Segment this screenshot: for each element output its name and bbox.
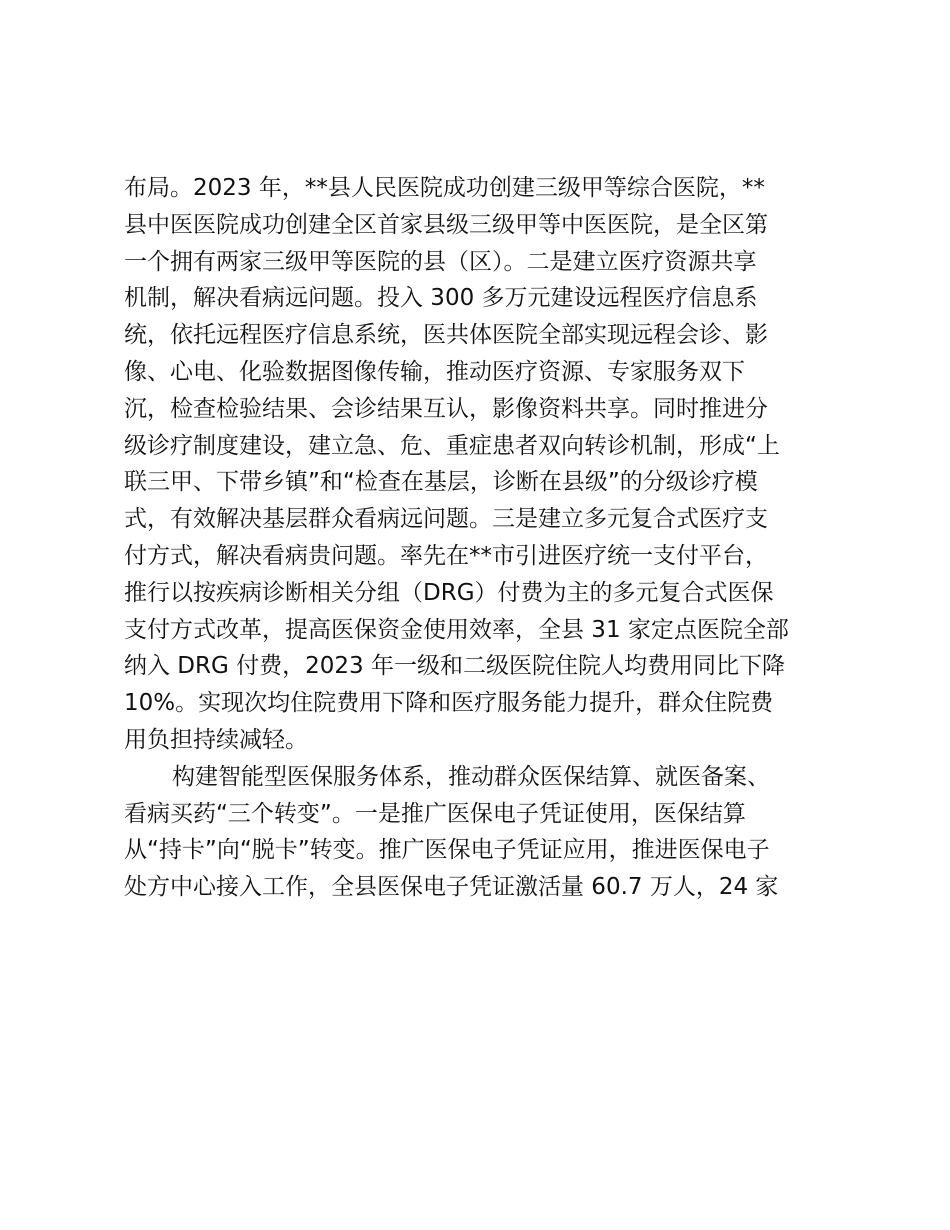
text-line: 推行以按疾病诊断相关分组（DRG）付费为主的多元复合式医保 (124, 579, 774, 606)
text-line: 从“持卡”向“脱卡”转变。推广医保电子凭证应用，推进医保电子 (124, 837, 770, 864)
text-line: 看病买药“三个转变”。一是推广医保电子凭证使用，医保结算 (124, 800, 746, 827)
text-line: 用负担持续减轻。 (124, 726, 308, 753)
text-line: 布局。2023 年，**县人民医院成功创建三级甲等综合医院，** (124, 175, 765, 201)
text-line: 机制，解决看病远问题。投入 300 多万元建设远程医疗信息系 (124, 285, 758, 312)
text-line: 付方式，解决看病贵问题。率先在**市引进医疗统一支付平台， (124, 542, 768, 569)
text-line: 处方中心接入工作，全县医保电子凭证激活量 60.7 万人，24 家 (124, 874, 779, 901)
text-line: 县中医医院成功创建全区首家县级三级甲等中医医院，是全区第 (124, 211, 768, 238)
text-line: 一个拥有两家三级甲等医院的县（区）。二是建立医疗资源共享 (124, 248, 757, 275)
text-line: 纳入 DRG 付费，2023 年一级和二级医院住院人均费用同比下降 (124, 653, 785, 680)
body-text (124, 170, 844, 906)
text-line: 统，依托远程医疗信息系统，医共体医院全部实现远程会诊、影 (124, 322, 768, 349)
text-line: 支付方式改革，提高医保资金使用效率，全县 31 家定点医院全部 (124, 616, 789, 643)
text-line: 式，有效解决基层群众看病远问题。三是建立多元复合式医疗支 (124, 506, 768, 533)
text-line: 10%。实现次均住院费用下降和医疗服务能力提升，群众住院费 (124, 690, 774, 717)
paragraph-start-line: 构建智能型医保服务体系，推动群众医保结算、就医备案、 (172, 763, 770, 790)
text-line: 级诊疗制度建设，建立急、危、重症患者双向转诊机制，形成“上 (124, 432, 780, 459)
text-line: 沉，检查检验结果、会诊结果互认，影像资料共享。同时推进分 (124, 395, 768, 422)
text-line: 像、心电、化验数据图像传输，推动医疗资源、专家服务双下 (124, 358, 745, 385)
text-line: 联三甲、下带乡镇”和“检查在基层，诊断在县级”的分级诊疗模 (124, 469, 758, 496)
